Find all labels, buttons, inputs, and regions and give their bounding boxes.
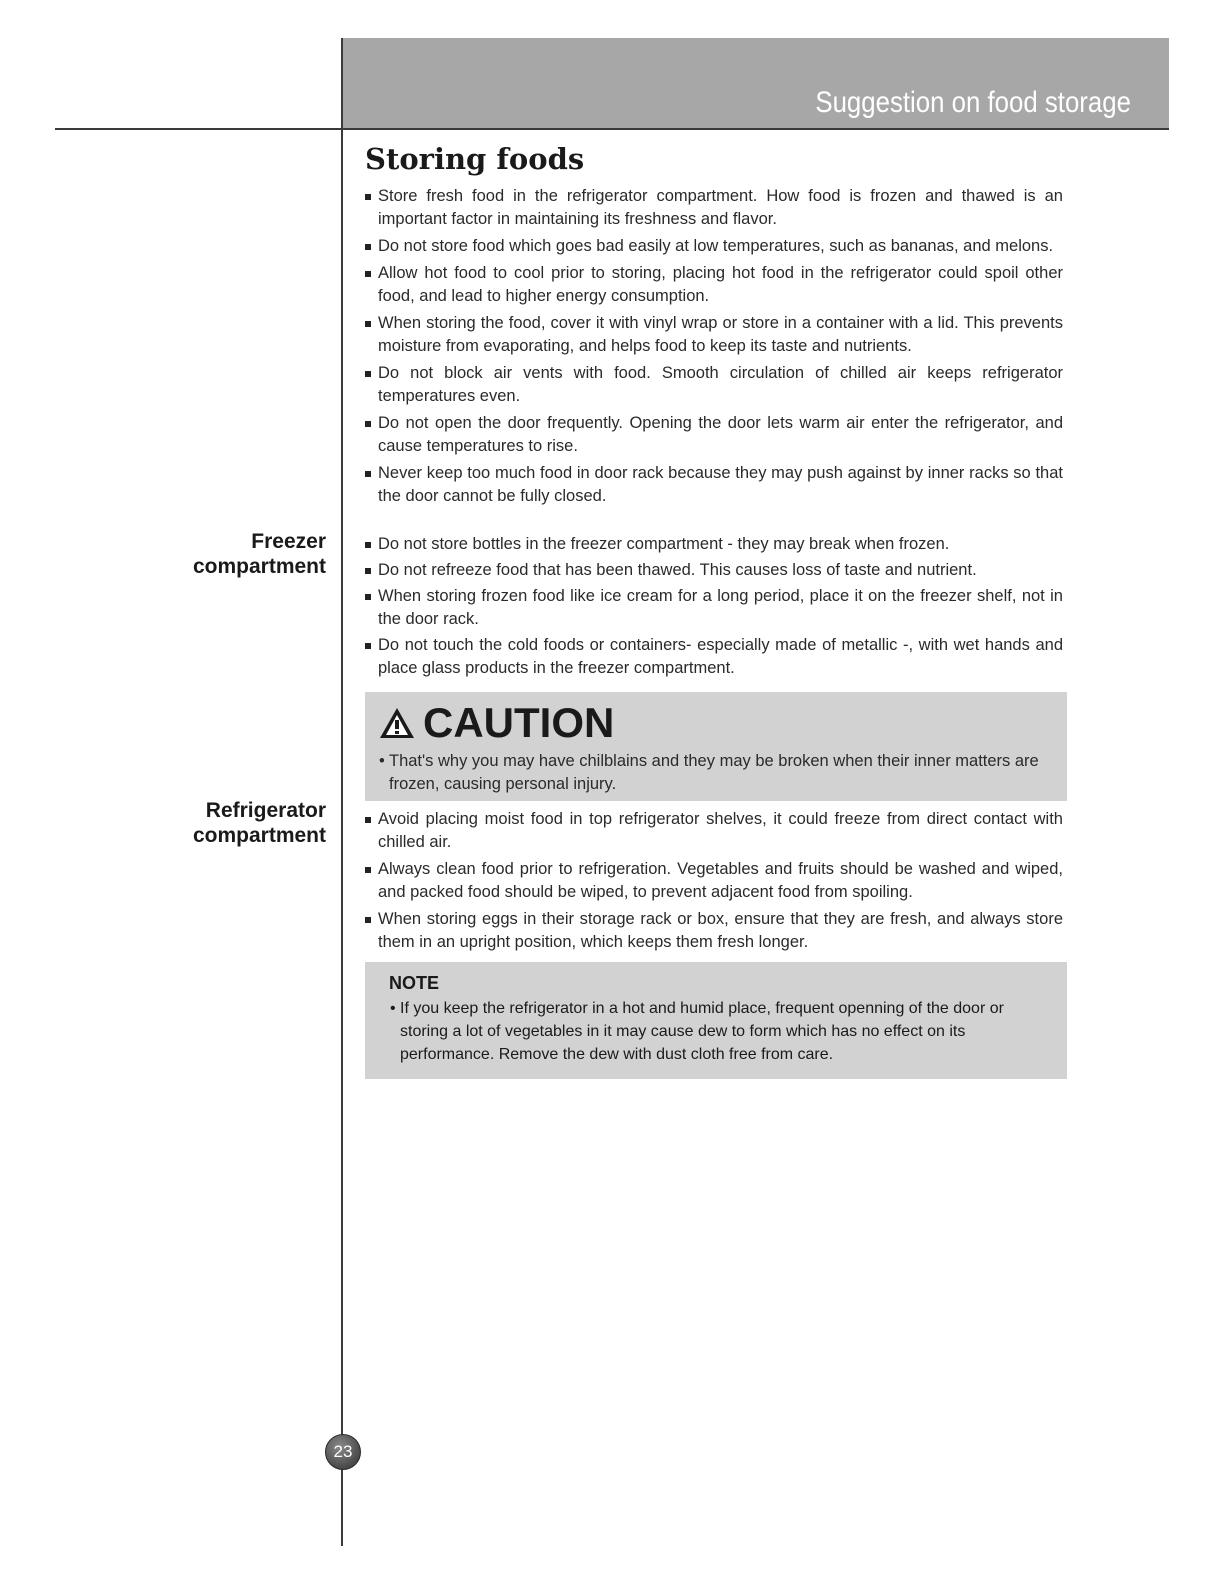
caution-box [365,692,1067,801]
list-item: When storing eggs in their storage rack or box, ensure that they are fresh, and always store them in an upright position, which keeps them fresh longer. [365,908,1063,954]
list-item: Do not open the door frequently. Opening the door lets warm air enter the refrigerator, and cause temperatures to rise. [365,412,1063,458]
list-item: Do not touch the cold foods or containers- especially made of metallic -, with wet hands and place glass products in the freezer compartment. [365,634,1063,680]
warning-triangle-icon [379,707,415,739]
caution-text: • That's why you may have chilblains and they may be broken when their inner matters are frozen, causing personal injury. [379,752,1039,793]
list-item: When storing frozen food like ice cream for a long period, place it on the freezer shelf, not in the door rack. [365,585,1063,631]
horizontal-rule [55,128,1169,130]
list-item: Do not refreeze food that has been thawed. This causes loss of taste and nutrient. [365,559,1063,582]
note-heading: NOTE [389,973,440,993]
refrigerator-label: Refrigerator compartment [192,799,326,847]
caution-heading: CAUTION [379,698,614,748]
list-item: Do not store food which goes bad easily at low temperatures, such as bananas, and melons. [365,235,1063,258]
section-title: Storing foods [365,142,585,176]
freezer-items-list [365,533,1063,683]
freezer-label: Freezer compartment [192,530,326,578]
page-number: 23 [325,1434,361,1470]
note-text: • If you keep the refrigerator in a hot and humid place, frequent openning of the door or storing a lot of vegetables in it may cause dew to form which has no effect on its performance. Remove the dew with dust cloth free from care. [390,1000,1004,1063]
list-item: Never keep too much food in door rack because they may push against by inner racks so that the door cannot be fully closed. [365,462,1063,508]
list-item: Store fresh food in the refrigerator compartment. How food is frozen and thawed is an important factor in maintaining its freshness and flavor. [365,185,1063,231]
note-box [365,962,1067,1079]
header-band [343,38,1169,128]
list-item: Do not block air vents with food. Smooth circulation of chilled air keeps refrigerator temperatures even. [365,362,1063,408]
list-item: When storing the food, cover it with vinyl wrap or store in a container with a lid. This prevents moisture from evaporating, and helps food to keep its taste and nutrients. [365,312,1063,358]
refrigerator-items-list [365,808,1063,958]
list-item: Do not store bottles in the freezer compartment - they may break when frozen. [365,533,1063,556]
list-item: Avoid placing moist food in top refrigerator shelves, it could freeze from direct contact with chilled air. [365,808,1063,854]
list-item: Allow hot food to cool prior to storing, placing hot food in the refrigerator could spoil other food, and lead to higher energy consumption. [365,262,1063,308]
header-title: Suggestion on food storage [815,86,1131,119]
vertical-rule [341,38,343,1546]
list-item: Always clean food prior to refrigeration. Vegetables and fruits should be washed and wiped, and packed food should be wiped, to prevent adjacent food from spoiling. [365,858,1063,904]
general-items-list [365,185,1063,512]
